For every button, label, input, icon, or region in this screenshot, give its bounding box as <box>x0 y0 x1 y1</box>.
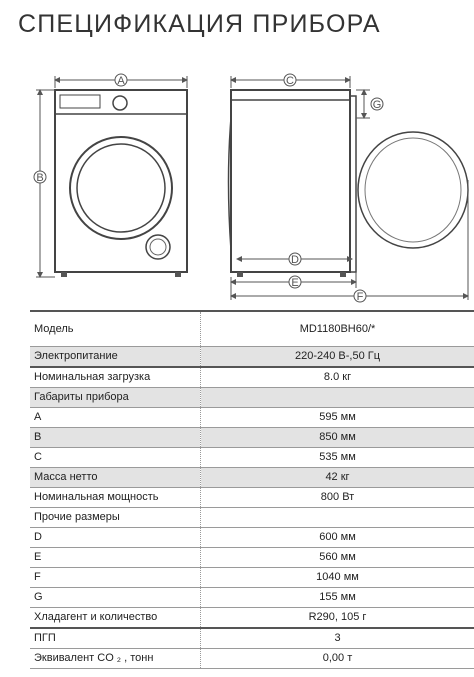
table-row <box>30 488 474 508</box>
table-row <box>30 548 474 568</box>
table-row <box>30 347 474 368</box>
row-label: ПГП <box>30 628 201 649</box>
table-row <box>30 628 474 649</box>
row-label: G <box>30 588 201 608</box>
spec-table <box>30 310 474 669</box>
front-view <box>55 90 187 277</box>
row-value: 0,00 т <box>201 649 474 669</box>
table-row <box>30 608 474 629</box>
row-value: R290, 105 г <box>201 608 474 629</box>
row-label: Прочие размеры <box>30 508 201 528</box>
row-value: 560 мм <box>201 548 474 568</box>
row-value: 1040 мм <box>201 568 474 588</box>
dim-label-f: F <box>356 291 364 303</box>
row-label: Хладагент и количество <box>30 608 201 629</box>
table-row <box>30 448 474 468</box>
row-label: Номинальная мощность <box>30 488 201 508</box>
dim-label-e: E <box>291 277 299 289</box>
row-label: Электропитание <box>30 347 201 368</box>
row-label: Номинальная загрузка <box>30 367 201 388</box>
row-value: 850 мм <box>201 428 474 448</box>
row-value: 220-240 В-,50 Гц <box>201 347 474 368</box>
page-title: СПЕЦИФИКАЦИЯ ПРИБОРА <box>18 10 381 38</box>
dimension-diagram <box>0 60 474 310</box>
dim-label-g: G <box>372 99 382 111</box>
table-row <box>30 408 474 428</box>
row-value: MD1180BH60/* <box>201 311 474 347</box>
row-label: Масса нетто <box>30 468 201 488</box>
side-view <box>229 90 469 277</box>
row-label: Модель <box>30 311 201 347</box>
row-value: 600 мм <box>201 528 474 548</box>
row-label: A <box>30 408 201 428</box>
row-value: 3 <box>201 628 474 649</box>
row-label: E <box>30 548 201 568</box>
row-label: D <box>30 528 201 548</box>
row-label: B <box>30 428 201 448</box>
row-value <box>201 388 474 408</box>
table-row <box>30 428 474 448</box>
row-value: 595 мм <box>201 408 474 428</box>
row-value: 155 мм <box>201 588 474 608</box>
table-row <box>30 588 474 608</box>
row-value: 8.0 кг <box>201 367 474 388</box>
row-label: Эквивалент CO ₂ , тонн <box>30 649 201 669</box>
table-row <box>30 508 474 528</box>
table-row <box>30 528 474 548</box>
row-value: 800 Вт <box>201 488 474 508</box>
row-value <box>201 508 474 528</box>
row-value: 42 кг <box>201 468 474 488</box>
dim-label-c: C <box>286 75 294 87</box>
row-value: 535 мм <box>201 448 474 468</box>
table-row <box>30 311 474 347</box>
table-row <box>30 649 474 669</box>
table-row <box>30 367 474 388</box>
table-row <box>30 468 474 488</box>
table-row <box>30 568 474 588</box>
table-row <box>30 388 474 408</box>
row-label: Габариты прибора <box>30 388 201 408</box>
dim-label-d: D <box>291 254 299 266</box>
row-label: F <box>30 568 201 588</box>
row-label: C <box>30 448 201 468</box>
dim-label-a: A <box>117 75 125 87</box>
dim-label-b: B <box>36 172 44 184</box>
